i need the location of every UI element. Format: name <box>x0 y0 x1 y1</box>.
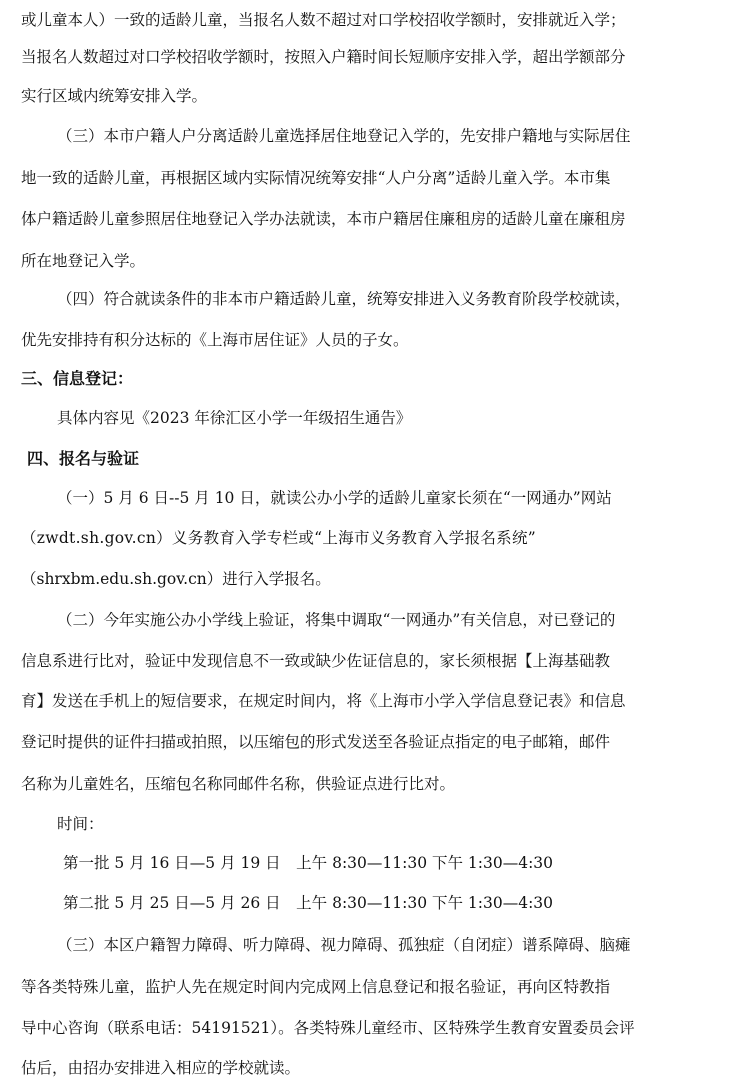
body-line: 体户籍适龄儿童参照居住地登记入学办法就读，本市户籍居住廉租房的适龄儿童在廉租房 <box>21 210 626 228</box>
body-line: 导中心咨询（联系电话：54191521）。各类特殊儿童经市、区特殊学生教育安置委员会评 <box>21 1019 635 1037</box>
body-line: （四）符合就读条件的非本市户籍适龄儿童，统筹安排进入义务教育阶段学校就读， <box>57 290 631 308</box>
body-line: 等各类特殊儿童，监护人先在规定时间内完成网上信息登记和报名验证，再向区特教指 <box>21 978 611 996</box>
section-heading: 四、报名与验证 <box>27 449 140 468</box>
body-line: （一）5 月 6 日--5 月 10 日，就读公办小学的适龄儿童家长须在“一网通办”网站 <box>57 489 612 507</box>
body-line: 或儿童本人）一致的适龄儿童，当报名人数不超过对口学校招收学额时，安排就近入学； <box>21 11 626 29</box>
body-line: （三）本区户籍智力障碍、听力障碍、视力障碍、孤独症（自闭症）谱系障碍、脑瘫 <box>57 936 631 954</box>
body-line: 名称为儿童姓名，压缩包名称同邮件名称，供验证点进行比对。 <box>21 775 456 793</box>
body-line: 第二批 5 月 25 日—5 月 26 日 上午 8:30—11:30 下午 1:30—4:30 <box>63 894 554 912</box>
body-line: 优先安排持有积分达标的《上海市居住证》人员的子女。 <box>21 331 409 349</box>
body-line: 登记时提供的证件扫描或拍照，以压缩包的形式发送至各验证点指定的电子邮箱，邮件 <box>21 733 611 751</box>
body-line: 第一批 5 月 16 日—5 月 19 日 上午 8:30—11:30 下午 1:30—4:30 <box>63 854 554 872</box>
body-line: 当报名人数超过对口学校招收学额时，按照入户籍时间长短顺序安排入学，超出学额部分 <box>21 48 626 66</box>
body-line: （zwdt.sh.gov.cn）义务教育入学专栏或“上海市义务教育入学报名系统” <box>21 529 536 547</box>
section-heading: 三、信息登记： <box>21 369 134 388</box>
body-line: 具体内容见《2023 年徐汇区小学一年级招生通告》 <box>57 409 412 427</box>
body-line: 估后，由招办安排进入相应的学校就读。 <box>21 1059 301 1077</box>
body-line: （shrxbm.edu.sh.gov.cn）进行入学报名。 <box>21 570 331 588</box>
body-line: 地一致的适龄儿童，再根据区域内实际情况统筹安排“人户分离”适龄儿童入学。本市集 <box>21 169 611 187</box>
body-line: 实行区域内统筹安排入学。 <box>21 87 208 105</box>
body-line: 时间： <box>57 815 104 833</box>
body-line: （二）今年实施公办小学线上验证，将集中调取“一网通办”有关信息，对已登记的 <box>57 611 616 629</box>
body-line: 信息系进行比对，验证中发现信息不一致或缺少佐证信息的，家长须根据【上海基础教 <box>21 652 611 670</box>
body-line: （三）本市户籍人户分离适龄儿童选择居住地登记入学的，先安排户籍地与实际居住 <box>57 127 631 145</box>
body-line: 所在地登记入学。 <box>21 252 146 270</box>
body-line: 育】发送在手机上的短信要求，在规定时间内，将《上海市小学入学信息登记表》和信息 <box>21 692 626 710</box>
